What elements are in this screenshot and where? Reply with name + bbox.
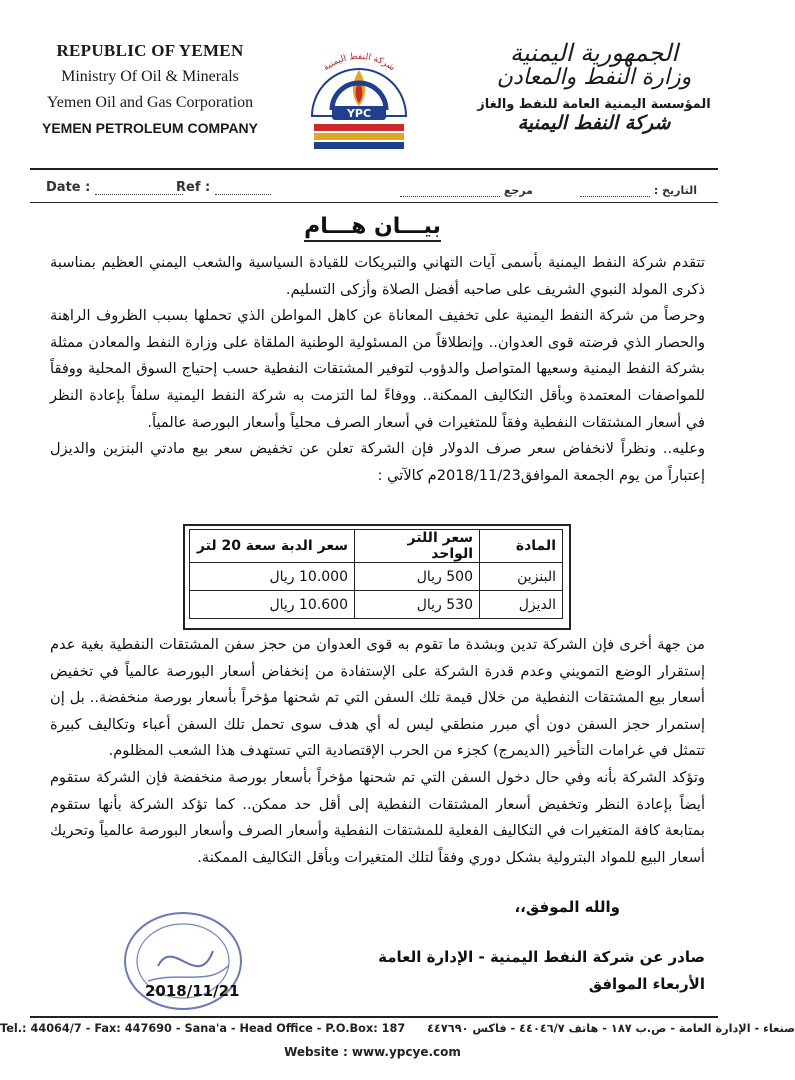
cell-liter-price: 500 ريال [355, 563, 480, 591]
date-field-en [46, 180, 183, 195]
body-lower [50, 632, 705, 871]
logo-stripe-gold [314, 133, 404, 140]
statement-title: بيـــان هـــام [0, 214, 745, 239]
country-name-ar: الجمهورية اليمنية [509, 39, 679, 67]
footer-contact-ar: صنعاء - الإدارة العامة - ص.ب ١٨٧ - هاتف ٤٤٠٤٦/٧ - فاكس ٤٤٧٦٩٠ [427, 1022, 795, 1035]
paragraph-assurance: وتؤكد الشركة بأنه وفي حال دخول السفن التي تم شحنها مؤخراً بأسعار بورصة منخفضة فإن الشركة ستقوم أيضاً بإعادة النظر وتخفيض أسعار المشتقات النفطية إلى أقل حد ممكن.. كما تؤكد الشركة بأنها ستقوم بمتابعة كافة المتغيرات في التكاليف الفعلية للمشتقات النفطية وأسعار الصرف وأسعار البورصة عالمياً وتحريك أسعار البيع للمواد البترولية بشكل دوري وفقاً لتلك المتغيرات وبأقل التكاليف الممكنة. [50, 768, 705, 866]
table-header-row [190, 530, 563, 563]
date-field-ar [580, 184, 697, 197]
paragraph-commitment: وحرصاً من شركة النفط اليمنية على تخفيف المعاناة عن كاهل المواطن الذي تحملها بسبب الظروف الراهنة والحصار الذي فرضته قوى العدوان.. وإنطلاقاً من المسئولية الوطنية الملقاة على وزارة النفط والمعادن ممثلة بشركة النفط اليمنية وسعيها المتواصل والدؤوب لتوفير المشتقات النفطية حسب إحتياج السوق المحلية ووفقاً للمواصفات المعتمدة وبأقل التكاليف الممكنة.. ووفاءً لما التزمت به شركة النفط اليمنية سلفاً بإعادة النظر في أسعار المشتقات النفطية وفقاً للمتغيرات في أسعار الصرف محلياً وأسعار البورصة عالمياً. [50, 307, 705, 431]
country-name-en: REPUBLIC OF YEMEN [56, 41, 244, 60]
header-divider [30, 168, 718, 170]
issue-date: 2018/11/21 [145, 982, 240, 1000]
corporation-name-en: Yemen Oil and Gas Corporation [46, 94, 254, 111]
cell-can-price: 10.000 ريال [190, 563, 355, 591]
logo-ypc-text: YPC [346, 107, 372, 120]
company-name-ar: شركة النفط اليمنية [517, 111, 671, 134]
col-header-liter-price: سعر اللتر الواحد [355, 530, 480, 563]
logo-stripe-red [314, 124, 404, 131]
body-upper [50, 250, 705, 489]
table-row [190, 591, 563, 619]
signature-stroke [158, 951, 213, 966]
footer-divider [30, 1016, 718, 1018]
paragraph-greeting: تتقدم شركة النفط اليمنية بأسمى آيات التهاني والتبريكات للقيادة السياسية والشعب اليمني العظيم بمناسبة ذكرى المولد النبوي الشريف على صاحبه أفضل الصلاة وأزكى التسليم. [50, 254, 705, 298]
letterhead-arabic [469, 40, 719, 134]
cell-can-price: 10.600 ريال [190, 591, 355, 619]
meta-divider [30, 202, 718, 203]
ref-field-en [176, 180, 271, 195]
issuer-line: صادر عن شركة النفط اليمنية - الإدارة العامة [378, 948, 705, 966]
ref-label-en: Ref : [176, 180, 211, 195]
corporation-name-ar: المؤسسة اليمنية العامة للنفط والغاز [477, 96, 711, 112]
closing-salutation: والله الموفق،، [514, 898, 620, 916]
logo-stripe-blue [314, 142, 404, 149]
footer-contact-en: Tel.: 44064/7 - Fax: 447690 - Sana'a - Head Office - P.O.Box: 187 [0, 1022, 406, 1035]
footer-website[interactable]: Website : www.ypcye.com [284, 1045, 461, 1059]
ypc-logo [292, 50, 426, 160]
ref-field-ar [400, 184, 533, 197]
issue-day-line: الأربعاء الموافق [588, 975, 705, 993]
ministry-name-ar: وزارة النفط والمعادن [496, 65, 692, 91]
date-label-ar: التاريخ : [653, 184, 697, 197]
col-header-can-price: سعر الدبة سعة 20 لتر [190, 530, 355, 563]
cell-material: الديزل [480, 591, 563, 619]
ref-label-ar: مرجع [503, 184, 533, 197]
logo-arc-text: شركة النفط اليمنية [321, 51, 397, 74]
ministry-name-en: Ministry Of Oil & Minerals [61, 68, 239, 85]
company-name-en: YEMEN PETROLEUM COMPANY [42, 120, 258, 136]
price-table [183, 524, 571, 630]
cell-liter-price: 530 ريال [355, 591, 480, 619]
paragraph-condemnation: من جهة أخرى فإن الشركة تدين وبشدة ما تقوم به قوى العدوان من حجز سفن المشتقات النفطية بغية عدم إستقرار الوضع التمويني وعدم قدرة الشركة على الإستفادة من إنخفاض أسعار البورصة عالمياً في تخفيض أسعار بيع المشتقات النفطية من خلال قيمة تلك السفن التي تم شحنها مؤخراً بأسعار بورصة منخفضة.. بل إن إستمرار حجز السفن دون أي مبرر منطقي ليس له أي هدف سوى تحمل تلك السفن أعباء وتكاليف كبيرة تتمثل في غرامات التأخير (الديمرج) كجزء من الحرب الإقتصادية التي تستهدف هذا الشعب المظلوم. [50, 636, 705, 760]
cell-material: البنزين [480, 563, 563, 591]
paragraph-announcement: وعليه.. ونظراً لانخفاض سعر صرف الدولار فإن الشركة تعلن عن تخفيض سعر بيع مادتي البنزين والديزل إعتباراً من يوم الجمعة الموافق2018/11/23م كالآتي : [50, 440, 705, 484]
col-header-material: المادة [480, 530, 563, 563]
footer-contact [0, 1022, 795, 1035]
date-label-en: Date : [46, 180, 91, 195]
letterhead-english [40, 42, 260, 135]
table-row [190, 563, 563, 591]
